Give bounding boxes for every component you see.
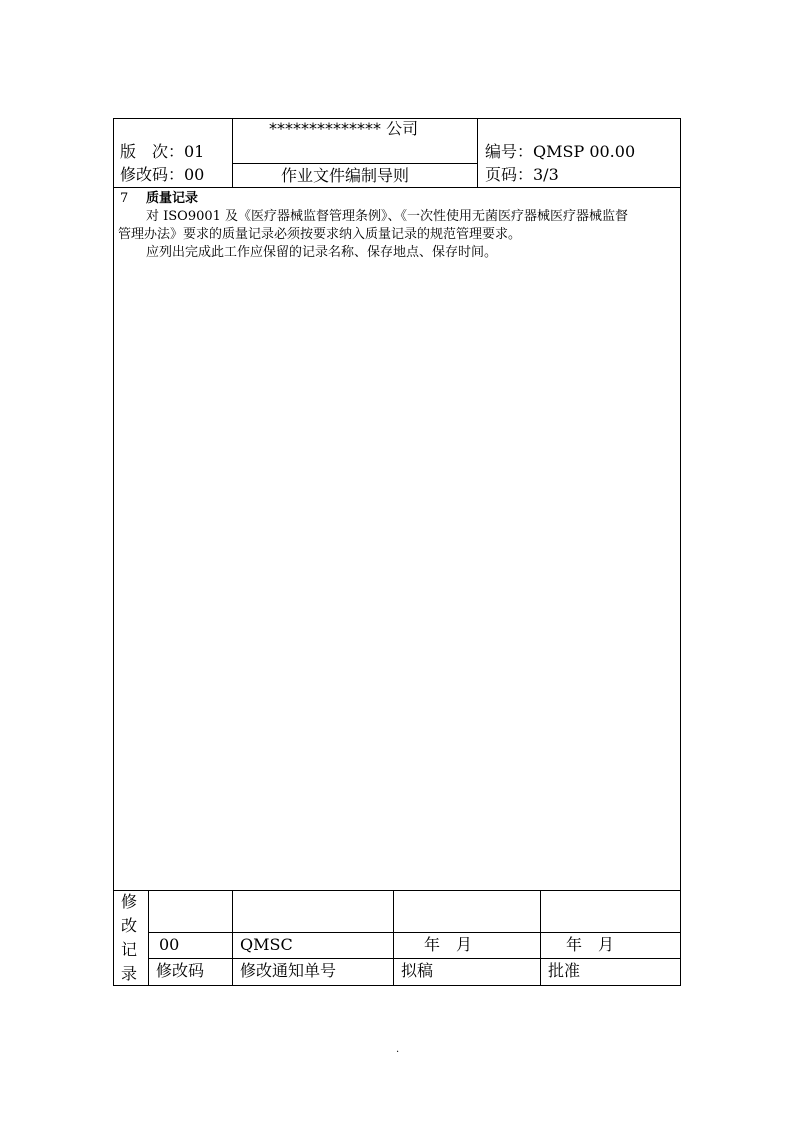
paragraph-1-line-1: 对 ISO9001 及《医疗器械监督管理条例》、《一次性使用无菌医疗器械医疗器械监督 bbox=[146, 209, 629, 224]
document-title: 作业文件编制导则 bbox=[281, 166, 410, 185]
change-notice-header: 修改通知单号 bbox=[240, 961, 337, 980]
footer-col-divider-1 bbox=[148, 890, 149, 986]
page-footer-mark: . bbox=[396, 1044, 400, 1055]
side-label-char-1: 修 bbox=[121, 892, 138, 911]
paragraph-2: 应列出完成此工作应保留的记录名称、保存地点、保存时间。 bbox=[146, 245, 498, 260]
approve-header: 批准 bbox=[548, 961, 581, 980]
paragraph-1-line-2: 管理办法》要求的质量记录必须按要求纳入质量记录的规范管理要求。 bbox=[118, 227, 522, 242]
side-label-char-4: 录 bbox=[121, 964, 138, 983]
document-number: 编号：QMSP 00.00 bbox=[485, 142, 636, 161]
footer-col-divider-3 bbox=[393, 890, 394, 986]
section-title: 质量记录 bbox=[146, 191, 199, 206]
revision-code-value: 00 bbox=[159, 935, 180, 954]
edition-label: 版 次：01 bbox=[120, 142, 205, 161]
side-label-char-3: 记 bbox=[121, 940, 138, 959]
draft-date: 年 月 bbox=[424, 935, 473, 954]
header-title-divider bbox=[232, 163, 477, 164]
revision-code-header: 修改码 bbox=[156, 961, 205, 980]
header-divider-right bbox=[477, 118, 478, 187]
section-number: 7 bbox=[120, 191, 129, 206]
draft-header: 拟稿 bbox=[401, 961, 434, 980]
page-number: 页码：3/3 bbox=[485, 165, 559, 184]
side-label-char-2: 改 bbox=[121, 916, 138, 935]
company-name: ************** 公司 bbox=[269, 119, 419, 138]
header-bottom-rule bbox=[113, 187, 681, 188]
footer-top-rule bbox=[113, 890, 681, 891]
approve-date: 年 月 bbox=[566, 935, 615, 954]
change-notice-value: QMSC bbox=[240, 935, 293, 954]
footer-row-divider-1 bbox=[148, 932, 681, 933]
footer-col-divider-4 bbox=[540, 890, 541, 986]
revision-code-label: 修改码：00 bbox=[120, 165, 205, 184]
footer-col-divider-2 bbox=[232, 890, 233, 986]
header-divider-left bbox=[232, 118, 233, 187]
footer-row-divider-2 bbox=[148, 958, 681, 959]
